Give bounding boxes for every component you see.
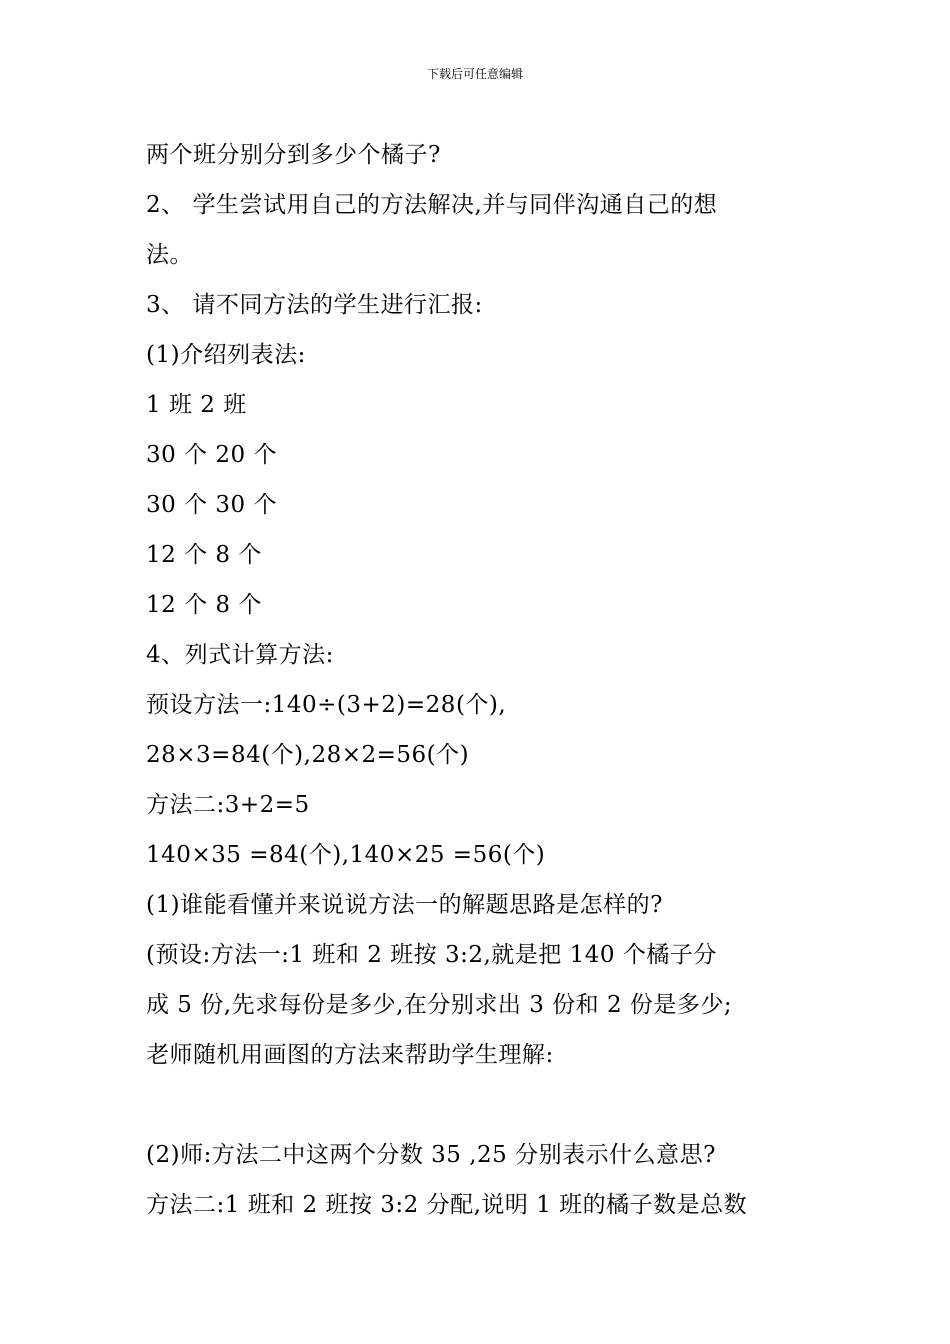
text-line: (2)师:方法二中这两个分数 35 ,25 分别表示什么意思? xyxy=(146,1142,716,1168)
text-line: 30 个 20 个 xyxy=(146,442,277,468)
page-header: 下载后可任意编辑 xyxy=(426,67,523,81)
document-body xyxy=(146,130,826,1230)
blank-space xyxy=(146,1080,826,1130)
text-line: (1)谁能看懂并来说说方法一的解题思路是怎样的? xyxy=(146,892,663,918)
text-line: 老师随机用画图的方法来帮助学生理解: xyxy=(146,1042,554,1068)
text-line: 方法二:1 班和 2 班按 3:2 分配,说明 1 班的橘子数是总数 xyxy=(146,1192,748,1218)
text-line: 28×3=84(个),28×2=56(个) xyxy=(146,742,470,768)
text-line: 预设方法一:140÷(3+2)=28(个), xyxy=(146,692,507,718)
text-line: (预设:方法一:1 班和 2 班按 3:2,就是把 140 个橘子分 xyxy=(146,942,717,968)
text-line: 2、 学生尝试用自己的方法解决,并与同伴沟通自己的想 xyxy=(146,192,718,218)
text-line: 30 个 30 个 xyxy=(146,492,277,518)
text-line: 1 班 2 班 xyxy=(146,392,247,418)
text-line: 方法二:3+2=5 xyxy=(146,792,310,818)
text-line: 3、 请不同方法的学生进行汇报: xyxy=(146,292,483,318)
text-line: (1)介绍列表法: xyxy=(146,342,306,368)
text-line: 成 5 份,先求每份是多少,在分别求出 3 份和 2 份是多少; xyxy=(146,992,733,1018)
text-line: 4、列式计算方法: xyxy=(146,642,334,668)
text-line: 12 个 8 个 xyxy=(146,542,262,568)
text-line: 140×35 =84(个),140×25 =56(个) xyxy=(146,842,546,868)
text-line: 两个班分别分到多少个橘子? xyxy=(146,142,441,168)
text-line: 法。 xyxy=(146,242,193,268)
text-line: 12 个 8 个 xyxy=(146,592,262,618)
